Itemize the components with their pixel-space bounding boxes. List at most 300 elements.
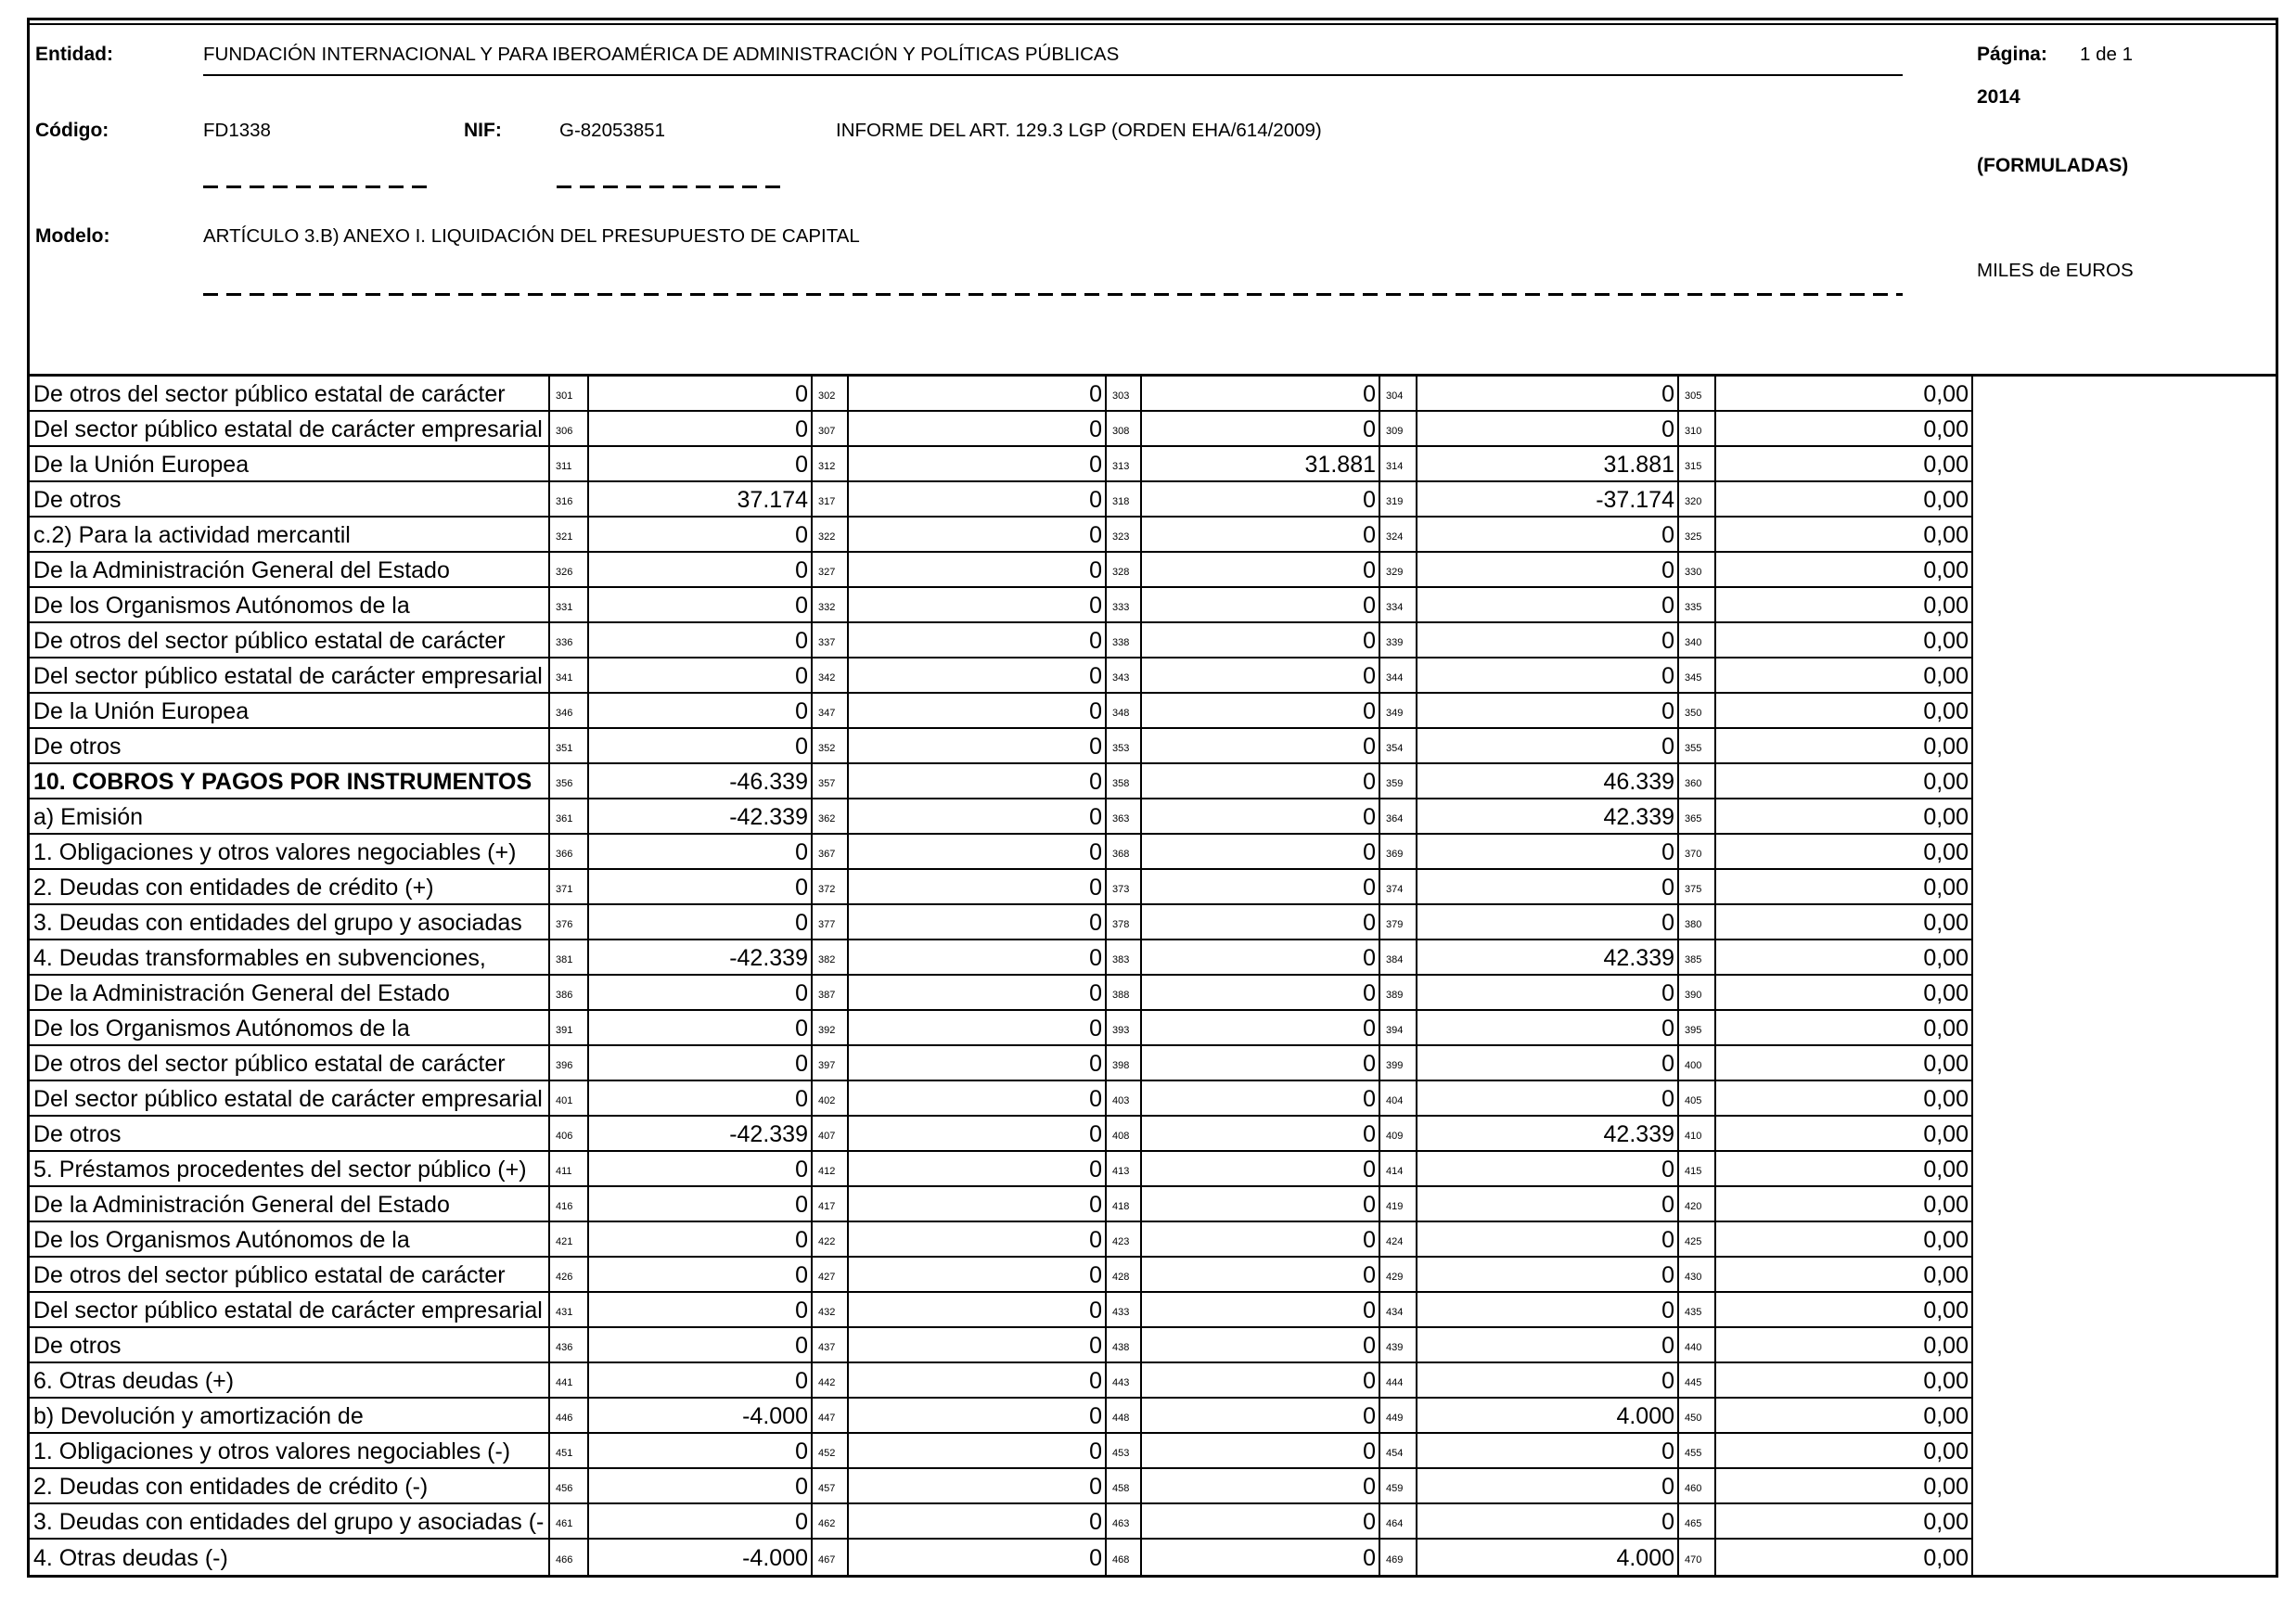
line-code: 345 [1679, 658, 1716, 694]
amount-cell: 0 [1142, 412, 1380, 447]
line-code: 444 [1380, 1363, 1417, 1399]
line-code: 352 [813, 729, 849, 764]
amount-cell: 0 [1142, 1187, 1380, 1222]
amount-cell: 0,00 [1716, 1258, 1973, 1293]
line-code: 393 [1107, 1011, 1142, 1046]
amount-cell: 0 [849, 1399, 1107, 1434]
amount-cell: 0 [1417, 905, 1679, 940]
line-code: 373 [1107, 870, 1142, 905]
amount-cell: 0 [1417, 518, 1679, 553]
amount-cell: 0 [849, 518, 1107, 553]
line-code: 329 [1380, 553, 1417, 588]
table-row [30, 623, 1973, 658]
amount-cell: 0 [1417, 1469, 1679, 1504]
row-label: Del sector público estatal de carácter empresarial [30, 658, 550, 694]
amount-cell: 0,00 [1716, 1434, 1973, 1469]
amount-cell: 0 [1142, 1222, 1380, 1258]
amount-cell: 0 [1417, 1046, 1679, 1081]
line-code: 332 [813, 588, 849, 623]
amount-cell: 0 [849, 940, 1107, 976]
line-code: 400 [1679, 1046, 1716, 1081]
amount-cell: 0,00 [1716, 482, 1973, 518]
amount-cell: 0 [1142, 518, 1380, 553]
amount-cell: 0 [1417, 694, 1679, 729]
amount-cell: 0 [1142, 1152, 1380, 1187]
code-dashed-rule [203, 185, 431, 188]
amount-cell: 0 [1142, 1117, 1380, 1152]
table-row [30, 518, 1973, 553]
amount-cell: 4.000 [1417, 1540, 1679, 1575]
line-code: 406 [550, 1117, 589, 1152]
amount-cell: 0,00 [1716, 694, 1973, 729]
amount-cell: 0 [589, 1046, 813, 1081]
amount-cell: 0 [1142, 658, 1380, 694]
line-code: 327 [813, 553, 849, 588]
amount-cell: 0 [849, 1258, 1107, 1293]
amount-cell: 0 [849, 1328, 1107, 1363]
amount-cell: 37.174 [589, 482, 813, 518]
line-code: 408 [1107, 1117, 1142, 1152]
table-row [30, 835, 1973, 870]
line-code: 404 [1380, 1081, 1417, 1117]
row-label: De otros del sector público estatal de carácter [30, 377, 550, 412]
line-code: 411 [550, 1152, 589, 1187]
line-code: 342 [813, 658, 849, 694]
line-code: 302 [813, 377, 849, 412]
line-code: 429 [1380, 1258, 1417, 1293]
amount-cell: 0 [1142, 835, 1380, 870]
amount-cell: 0 [1142, 1504, 1380, 1540]
amount-cell: 31.881 [1142, 447, 1380, 482]
table-row [30, 799, 1973, 835]
line-code: 436 [550, 1328, 589, 1363]
row-label: De otros [30, 482, 550, 518]
line-code: 354 [1380, 729, 1417, 764]
amount-cell: 0,00 [1716, 835, 1973, 870]
row-label: Del sector público estatal de carácter empresarial [30, 1081, 550, 1117]
amount-cell: 0 [589, 1363, 813, 1399]
amount-cell: -4.000 [589, 1399, 813, 1434]
line-code: 310 [1679, 412, 1716, 447]
nif-dashed-rule [557, 185, 783, 188]
amount-cell: 0 [1142, 1081, 1380, 1117]
amount-cell: 0 [1417, 1258, 1679, 1293]
units-label: MILES de EUROS [1977, 260, 2134, 281]
line-code: 403 [1107, 1081, 1142, 1117]
amount-cell: 0 [1142, 905, 1380, 940]
amount-cell: 0 [849, 1187, 1107, 1222]
amount-cell: 0,00 [1716, 1117, 1973, 1152]
amount-cell: -42.339 [589, 940, 813, 976]
model-value: ARTÍCULO 3.B) ANEXO I. LIQUIDACIÓN DEL PRESUPUESTO DE CAPITAL [203, 225, 860, 247]
amount-cell: 0 [589, 1081, 813, 1117]
amount-cell: 0 [849, 1293, 1107, 1328]
amount-cell: 0 [1417, 412, 1679, 447]
line-code: 460 [1679, 1469, 1716, 1504]
amount-cell: 31.881 [1417, 447, 1679, 482]
line-code: 338 [1107, 623, 1142, 658]
amount-cell: 0 [849, 1540, 1107, 1575]
table-row [30, 976, 1973, 1011]
amount-cell: 0 [589, 1469, 813, 1504]
line-code: 382 [813, 940, 849, 976]
amount-cell: 0 [1417, 1504, 1679, 1540]
amount-cell: 0,00 [1716, 447, 1973, 482]
row-label: 3. Deudas con entidades del grupo y asociadas (- [30, 1504, 550, 1540]
amount-cell: 0 [849, 1363, 1107, 1399]
line-code: 331 [550, 588, 589, 623]
line-code: 347 [813, 694, 849, 729]
line-code: 454 [1380, 1434, 1417, 1469]
row-label: De otros del sector público estatal de carácter [30, 623, 550, 658]
amount-cell: 0,00 [1716, 658, 1973, 694]
line-code: 330 [1679, 553, 1716, 588]
amount-cell: 0 [589, 905, 813, 940]
amount-cell: 0 [849, 412, 1107, 447]
line-code: 458 [1107, 1469, 1142, 1504]
amount-cell: 0 [849, 588, 1107, 623]
line-code: 419 [1380, 1187, 1417, 1222]
amount-cell: 0,00 [1716, 1011, 1973, 1046]
table-row [30, 870, 1973, 905]
amount-cell: 0 [1142, 553, 1380, 588]
amount-cell: 46.339 [1417, 764, 1679, 799]
line-code: 320 [1679, 482, 1716, 518]
line-code: 308 [1107, 412, 1142, 447]
line-code: 351 [550, 729, 589, 764]
line-code: 443 [1107, 1363, 1142, 1399]
table-row [30, 1258, 1973, 1293]
line-code: 459 [1380, 1469, 1417, 1504]
table-row [30, 1222, 1973, 1258]
amount-cell: 0 [849, 482, 1107, 518]
line-code: 464 [1380, 1504, 1417, 1540]
line-code: 385 [1679, 940, 1716, 976]
table-row [30, 764, 1973, 799]
amount-cell: 0 [589, 835, 813, 870]
line-code: 305 [1679, 377, 1716, 412]
amount-cell: 0 [1142, 1363, 1380, 1399]
amount-cell: 0 [589, 1011, 813, 1046]
table-row [30, 1293, 1973, 1328]
row-label: De la Unión Europea [30, 447, 550, 482]
line-code: 387 [813, 976, 849, 1011]
amount-cell: -4.000 [589, 1540, 813, 1575]
amount-cell: 0 [589, 729, 813, 764]
amount-cell: 0 [1142, 1328, 1380, 1363]
amount-cell: 0,00 [1716, 1363, 1973, 1399]
line-code: 438 [1107, 1328, 1142, 1363]
amount-cell: 0 [849, 1152, 1107, 1187]
line-code: 446 [550, 1399, 589, 1434]
amount-cell: 0 [1417, 1152, 1679, 1187]
line-code: 313 [1107, 447, 1142, 482]
line-code: 425 [1679, 1222, 1716, 1258]
line-code: 357 [813, 764, 849, 799]
line-code: 340 [1679, 623, 1716, 658]
line-code: 309 [1380, 412, 1417, 447]
line-code: 412 [813, 1152, 849, 1187]
line-code: 450 [1679, 1399, 1716, 1434]
table-row [30, 694, 1973, 729]
model-label: Modelo: [35, 225, 110, 247]
row-label: De la Unión Europea [30, 694, 550, 729]
amount-cell: 0,00 [1716, 976, 1973, 1011]
table-row [30, 729, 1973, 764]
line-code: 390 [1679, 976, 1716, 1011]
row-label: De otros del sector público estatal de carácter [30, 1258, 550, 1293]
amount-cell: 0 [1417, 729, 1679, 764]
nif-value: G-82053851 [559, 120, 665, 141]
table-row [30, 1399, 1973, 1434]
line-code: 361 [550, 799, 589, 835]
line-code: 426 [550, 1258, 589, 1293]
amount-cell: 0 [849, 1117, 1107, 1152]
row-label: b) Devolución y amortización de [30, 1399, 550, 1434]
row-label: De la Administración General del Estado [30, 1187, 550, 1222]
amount-cell: 0 [589, 553, 813, 588]
amount-cell: 0 [1142, 799, 1380, 835]
line-code: 358 [1107, 764, 1142, 799]
amount-cell: 0 [1142, 729, 1380, 764]
fiscal-year: 2014 [1977, 86, 2020, 108]
amount-cell: 0 [589, 1328, 813, 1363]
line-code: 417 [813, 1187, 849, 1222]
amount-cell: 0 [1417, 1081, 1679, 1117]
line-code: 389 [1380, 976, 1417, 1011]
amount-cell: 0 [849, 553, 1107, 588]
amount-cell: 0,00 [1716, 377, 1973, 412]
amount-cell: 0,00 [1716, 1399, 1973, 1434]
line-code: 321 [550, 518, 589, 553]
amount-cell: 0 [1142, 623, 1380, 658]
model-dashed-rule [203, 293, 1903, 296]
line-code: 421 [550, 1222, 589, 1258]
amount-cell: 0 [849, 729, 1107, 764]
amount-cell: 0 [1417, 553, 1679, 588]
line-code: 401 [550, 1081, 589, 1117]
line-code: 377 [813, 905, 849, 940]
line-code: 324 [1380, 518, 1417, 553]
row-label: 1. Obligaciones y otros valores negociables (-) [30, 1434, 550, 1469]
entity-value: FUNDACIÓN INTERNACIONAL Y PARA IBEROAMÉRICA DE ADMINISTRACIÓN Y POLÍTICAS PÚBLICAS [203, 44, 1120, 65]
line-code: 349 [1380, 694, 1417, 729]
line-code: 314 [1380, 447, 1417, 482]
amount-cell: 0 [849, 835, 1107, 870]
amount-cell: 0 [1142, 976, 1380, 1011]
amount-cell: 0 [849, 1046, 1107, 1081]
line-code: 336 [550, 623, 589, 658]
table-row [30, 1187, 1973, 1222]
line-code: 333 [1107, 588, 1142, 623]
line-code: 383 [1107, 940, 1142, 976]
amount-cell: 0 [849, 377, 1107, 412]
line-code: 392 [813, 1011, 849, 1046]
amount-cell: 0 [589, 870, 813, 905]
line-code: 442 [813, 1363, 849, 1399]
row-label: De otros [30, 1117, 550, 1152]
amount-cell: 0 [1142, 1399, 1380, 1434]
amount-cell: 0,00 [1716, 1469, 1973, 1504]
line-code: 416 [550, 1187, 589, 1222]
table-row [30, 588, 1973, 623]
top-double-rule [27, 23, 2278, 25]
line-code: 355 [1679, 729, 1716, 764]
line-code: 409 [1380, 1117, 1417, 1152]
amount-cell: 0 [849, 1504, 1107, 1540]
line-code: 366 [550, 835, 589, 870]
amount-cell: 42.339 [1417, 940, 1679, 976]
table-row [30, 1469, 1973, 1504]
amount-cell: 0 [1142, 1011, 1380, 1046]
line-code: 335 [1679, 588, 1716, 623]
line-code: 445 [1679, 1363, 1716, 1399]
line-code: 448 [1107, 1399, 1142, 1434]
amount-cell: 0 [849, 905, 1107, 940]
nif-label: NIF: [464, 120, 502, 141]
row-label: 6. Otras deudas (+) [30, 1363, 550, 1399]
line-code: 368 [1107, 835, 1142, 870]
row-label: De los Organismos Autónomos de la [30, 588, 550, 623]
amount-cell: 0,00 [1716, 1293, 1973, 1328]
line-code: 435 [1679, 1293, 1716, 1328]
table-row [30, 1117, 1973, 1152]
row-label: De la Administración General del Estado [30, 976, 550, 1011]
amount-cell: 0 [589, 1222, 813, 1258]
entity-underline [203, 74, 1903, 76]
amount-cell: 0,00 [1716, 1152, 1973, 1187]
line-code: 379 [1380, 905, 1417, 940]
amount-cell: 0 [589, 412, 813, 447]
amount-cell: 0 [589, 1187, 813, 1222]
line-code: 367 [813, 835, 849, 870]
row-label: 4. Deudas transformables en subvenciones, [30, 940, 550, 976]
amount-cell: 0 [1142, 940, 1380, 976]
line-code: 430 [1679, 1258, 1716, 1293]
line-code: 433 [1107, 1293, 1142, 1328]
line-code: 386 [550, 976, 589, 1011]
amount-cell: 0 [589, 518, 813, 553]
amount-cell: 0 [1417, 1293, 1679, 1328]
line-code: 344 [1380, 658, 1417, 694]
line-code: 360 [1679, 764, 1716, 799]
line-code: 470 [1679, 1540, 1716, 1575]
table-row [30, 447, 1973, 482]
line-code: 384 [1380, 940, 1417, 976]
amount-cell: 0 [1417, 1363, 1679, 1399]
amount-cell: 0 [589, 1152, 813, 1187]
table-row [30, 1011, 1973, 1046]
line-code: 311 [550, 447, 589, 482]
amount-cell: 0 [1417, 1222, 1679, 1258]
amount-cell: -46.339 [589, 764, 813, 799]
line-code: 378 [1107, 905, 1142, 940]
line-code: 381 [550, 940, 589, 976]
line-code: 410 [1679, 1117, 1716, 1152]
amount-cell: 0 [1142, 1469, 1380, 1504]
row-label: 10. COBROS Y PAGOS POR INSTRUMENTOS [30, 764, 550, 799]
entity-label: Entidad: [35, 44, 113, 65]
amount-cell: 0,00 [1716, 518, 1973, 553]
line-code: 456 [550, 1469, 589, 1504]
line-code: 469 [1380, 1540, 1417, 1575]
amount-cell: 0 [1142, 377, 1380, 412]
amount-cell: 0 [589, 658, 813, 694]
line-code: 315 [1679, 447, 1716, 482]
amount-cell: 0,00 [1716, 1222, 1973, 1258]
line-code: 346 [550, 694, 589, 729]
row-label: De los Organismos Autónomos de la [30, 1222, 550, 1258]
line-code: 468 [1107, 1540, 1142, 1575]
line-code: 343 [1107, 658, 1142, 694]
line-code: 407 [813, 1117, 849, 1152]
amount-cell: 0 [849, 764, 1107, 799]
line-code: 319 [1380, 482, 1417, 518]
amount-cell: 42.339 [1417, 1117, 1679, 1152]
line-code: 427 [813, 1258, 849, 1293]
line-code: 374 [1380, 870, 1417, 905]
amount-cell: 0 [589, 588, 813, 623]
line-code: 422 [813, 1222, 849, 1258]
amount-cell: 0 [849, 799, 1107, 835]
code-value: FD1338 [203, 120, 271, 141]
amount-cell: 0 [589, 1293, 813, 1328]
line-code: 418 [1107, 1187, 1142, 1222]
amount-cell: 0,00 [1716, 764, 1973, 799]
line-code: 369 [1380, 835, 1417, 870]
amount-cell: 0 [589, 976, 813, 1011]
table-row [30, 1504, 1973, 1540]
table-row [30, 940, 1973, 976]
row-label: 2. Deudas con entidades de crédito (+) [30, 870, 550, 905]
table-row [30, 482, 1973, 518]
amount-cell: 0,00 [1716, 1540, 1973, 1575]
amount-cell: 0 [1417, 1011, 1679, 1046]
page-label: Página: [1977, 44, 2047, 65]
line-code: 463 [1107, 1504, 1142, 1540]
row-label: 5. Préstamos procedentes del sector público (+) [30, 1152, 550, 1187]
line-code: 353 [1107, 729, 1142, 764]
line-code: 447 [813, 1399, 849, 1434]
amount-cell: -42.339 [589, 799, 813, 835]
amount-cell: 0 [849, 1434, 1107, 1469]
line-code: 428 [1107, 1258, 1142, 1293]
amount-cell: 0 [1142, 1293, 1380, 1328]
line-code: 451 [550, 1434, 589, 1469]
amount-cell: -42.339 [589, 1117, 813, 1152]
line-code: 399 [1380, 1046, 1417, 1081]
line-code: 380 [1679, 905, 1716, 940]
line-code: 396 [550, 1046, 589, 1081]
amount-cell: 0 [1417, 870, 1679, 905]
budget-table [30, 377, 1973, 1575]
amount-cell: 0 [1417, 623, 1679, 658]
row-label: 4. Otras deudas (-) [30, 1540, 550, 1575]
amount-cell: 0,00 [1716, 588, 1973, 623]
amount-cell: 0 [1417, 1434, 1679, 1469]
line-code: 334 [1380, 588, 1417, 623]
table-row [30, 1046, 1973, 1081]
amount-cell: 0 [849, 976, 1107, 1011]
line-code: 423 [1107, 1222, 1142, 1258]
line-code: 439 [1380, 1328, 1417, 1363]
amount-cell: 0 [1142, 1046, 1380, 1081]
line-code: 350 [1679, 694, 1716, 729]
line-code: 303 [1107, 377, 1142, 412]
line-code: 317 [813, 482, 849, 518]
amount-cell: 0,00 [1716, 799, 1973, 835]
line-code: 323 [1107, 518, 1142, 553]
